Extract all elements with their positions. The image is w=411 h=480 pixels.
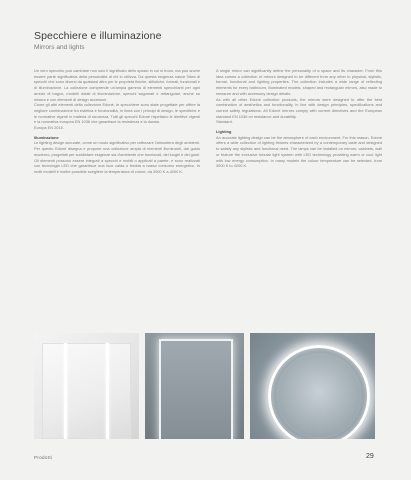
page-title: Specchiere e illuminazione [34, 30, 162, 42]
english-text-column [216, 68, 382, 169]
round-backlit-mirror-photo [250, 333, 375, 439]
italian-paragraph-2: Come gli altri elementi della collezione Edoné, le specchiere sono state progettate per offrire la migliore combinazione tra estetica e funzionalità, in linea con i principi di design, le specifiche e le normative vigenti in materia di sicurezza. Tutti gli specchi Edoné rispettano le direttive vigenti e la normativa europea EN 1036 che garantisce la resistenza e la durata. [34, 102, 200, 125]
led-strip-left [64, 343, 67, 439]
italian-lighting-paragraph: Le lighting design accurate, come un modo significativo per rafforzare l'atmosfera degli ambienti. Per questo Edoné disegna e propone una collezione ampia di elementi illuminanti, dal gusto moderno, progettati per soddisfare esigenze sia d'ambiente che funzionali, dei luoghi e dei gusti. Gli elementi possono essere integrati a specchi e mobili o applicati a parete, e sono realizzati con tecnologia LED che garantisce una luce calda o fredda a basso consumo energetico. In molti modelli è inoltre possibile scegliere la temperatura di colore, da 3000 K a 4200 K. [34, 140, 200, 174]
page-subtitle: Mirrors and lights [34, 44, 85, 51]
english-intro-paragraph: A single mirror can significantly define the personality of a space and its character. From this idea comes a collection of mirrors designed to be different from any other in physical, stylistic, formal, functional and lighting properties. The collection includes a wide range of reflecting elements for every bathroom, illuminated models, shaped and rectangular mirrors, also made to measure and with accessory design details. [216, 68, 382, 96]
backlit-rectangular-mirror-photo [145, 333, 244, 439]
english-paragraph-2: As with all other Edoné collection products, the mirrors were designed to offer the best combination of aesthetics and functionality, in line with design principles, specifications and current safety regulations. All Edoné mirrors comply with current directives and the European standard EN 1036 on resistance and durability. [216, 96, 382, 119]
led-strip-right [106, 343, 109, 439]
english-paragraph-3: Standard. [216, 119, 233, 125]
footer-brand: Prodotti [34, 455, 53, 460]
backlit-mirror [161, 341, 231, 439]
round-mirror-light-ring [268, 345, 370, 439]
mirror-led-strip-photo [34, 333, 139, 439]
italian-text-column [34, 68, 200, 175]
italian-intro-paragraph: Un vero specchio può cambiare non solo il significato dello spazio in cui si trova, ma può anche essere parte significativa della personalità di chi lo utilizza. Da questa esigenza nasce l'idea di specchi che sono diversi da qualsiasi altro per le proprietà fisiche, stilistiche, formali, funzionali e di illuminazione. La collezione comprende un'ampia gamma di elementi specchianti per ogni arredo di bagno, modelli dotati di illuminazione, specchi sagomati e rettangolari, anche su misura e con elementi di design accessori. [34, 68, 200, 102]
italian-lighting-heading: Illuminazione [34, 134, 59, 140]
italian-paragraph-3: Europa EN 2015. [34, 125, 64, 131]
english-lighting-heading: Lighting [216, 129, 232, 135]
mirror-frame [42, 343, 131, 439]
page-number: 29 [366, 453, 374, 460]
english-lighting-paragraph: An accurate lighting design can be the atmosphere of each environment. For this reason, Edoné offers a wide collection of lighting fixtures characterized by a contemporary taste and designed to satisfy any stylistic and functional need. The lamps can be installed on mirrors, cabinets, wall or feature the exclusive tubular light system with LED technology providing warm or cool light with low energy consumption. In many models the colour temperature can be selected, from 3000 K to 4200 K. [216, 134, 382, 169]
